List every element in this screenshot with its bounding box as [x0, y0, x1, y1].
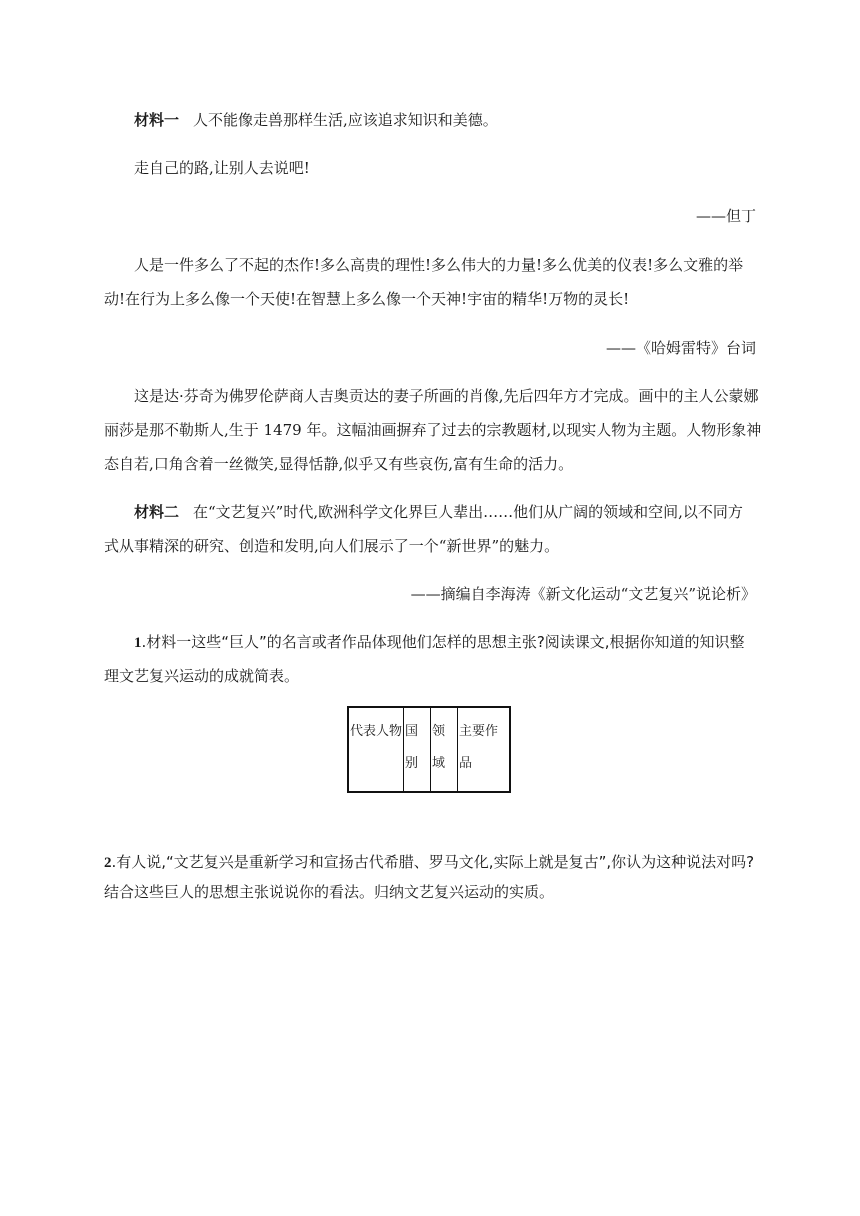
material1-para-line1: 这是达·芬奇为佛罗伦萨商人吉奥贡达的妻子所画的肖像,先后四年方才完成。画中的主人公蒙娜: [134, 387, 759, 405]
material1-quote1: 人不能像走兽那样生活,应该追求知识和美德。: [193, 111, 498, 129]
material1-attribution2: ——《哈姆雷特》台词: [605, 339, 756, 357]
header-field: 领域: [431, 708, 458, 791]
material2-label: 材料二: [134, 503, 180, 521]
question2-line1-wrap: [104, 852, 756, 873]
header-country: 国别: [404, 708, 431, 791]
material1-line1: [134, 110, 756, 130]
material1-quote2: 走自己的路,让别人去说吧!: [134, 159, 310, 177]
header-works: 主要作品: [458, 708, 510, 791]
material1-quote3-line1: 人是一件多么了不起的杰作!多么高贵的理性!多么伟大的力量!多么优美的仪表!多么文雅的举: [134, 256, 744, 274]
achievements-table: [347, 706, 511, 793]
material1-para-line2: 丽莎是那不勒斯人,生于 1479 年。这幅油画摒弃了过去的宗教题材,以现实人物为主题。人物形象神: [104, 421, 762, 439]
table-header-row: [349, 708, 509, 791]
question2-line1: .有人说,“文艺复兴是重新学习和宣扬古代希腊、罗马文化,实际上就是复古”,你认为这种说法对吗?: [111, 853, 755, 871]
material1-para-line3: 态自若,口角含着一丝微笑,显得恬静,似乎又有些哀伤,富有生命的活力。: [104, 455, 574, 473]
material1-label: 材料一: [134, 111, 180, 129]
question1-number: 1: [134, 635, 142, 651]
material1-quote3-line2: 动!在行为上多么像一个天使!在智慧上多么像一个天神!宇宙的精华!万物的灵长!: [104, 290, 630, 308]
question1-line1-wrap: [134, 632, 756, 653]
material1-attribution1: ——但丁: [695, 207, 756, 225]
question2-number: 2: [104, 855, 112, 871]
material2-line1: 在“文艺复兴”时代,欧洲科学文化界巨人辈出……他们从广阔的领域和空间,以不同方: [193, 503, 743, 521]
question1-line1: .材料一这些“巨人”的名言或者作品体现他们怎样的思想主张?阅读课文,根据你知道的知识整: [141, 633, 745, 651]
question2-line2: 结合这些巨人的思想主张说说你的看法。归纳文艺复兴运动的实质。: [104, 883, 555, 901]
material2-attribution: ——摘编自李海涛《新文化运动“文艺复兴”说论析》: [410, 585, 756, 603]
header-representative: 代表人物: [350, 724, 403, 739]
material2-line2: 式从事精深的研究、创造和发明,向人们展示了一个“新世界”的魅力。: [104, 537, 560, 555]
question1-line2: 理文艺复兴运动的成就简表。: [104, 667, 300, 685]
material2-line1-wrap: [134, 502, 756, 522]
